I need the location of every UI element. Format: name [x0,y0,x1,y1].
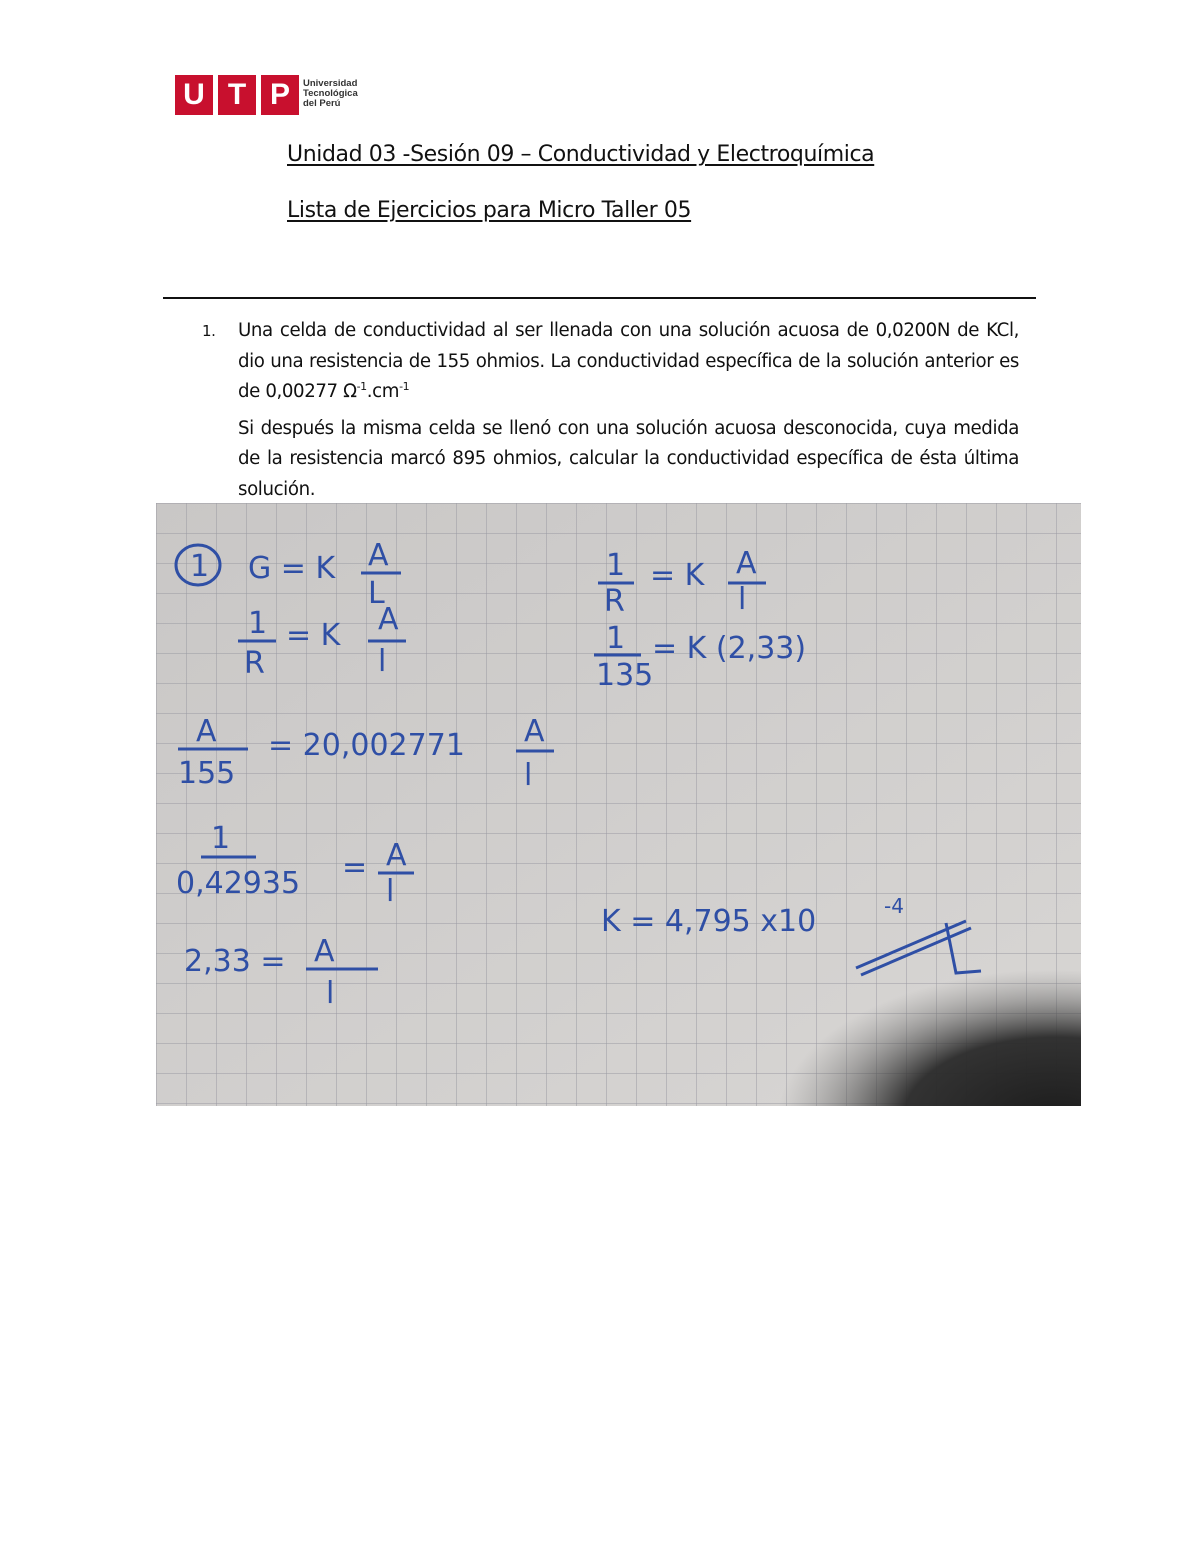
eq2-top: 1 [248,606,268,641]
eq2-bottom: R [244,646,265,681]
eq6-frac-top: A [736,546,757,581]
eq7-right: = K (2,33) [652,631,807,666]
exercise-paragraph-1 [238,316,1019,408]
eq1-frac-top: A [368,538,389,573]
shadow-area [576,833,1081,1106]
page-title: Unidad 03 -Sesión 09 – Conductividad y Electroquímica [287,142,875,167]
eq5-frac-top: A [314,934,335,969]
eq6-right: = K [650,558,705,593]
eq2-right: = K [286,618,341,653]
grid-paper [156,503,1081,1106]
logo-letter-p: P [261,75,299,115]
exercise-paragraph-2: Si después la misma celda se llenó con una solución acuosa desconocida, cuya medida de la resistencia marcó 895 ohmios, calcular la conductividad específica de ésta última solución. [238,417,1019,500]
eq6-bottom: R [604,584,625,619]
logo-name-line-3: del Perú [303,98,341,109]
eq2-frac-top: A [378,602,399,637]
eq2-frac-bottom: l [378,644,387,679]
eq4-top: 1 [211,821,231,856]
cm-unit: .cm [366,381,400,402]
eq3-frac-top: A [524,714,545,749]
eq4-frac-top: A [386,838,407,873]
logo-name-line-1: Universidad [303,78,358,89]
ohm-exponent: -1 [356,379,367,393]
handwritten-solution-photo [156,503,1081,1106]
circled-number: 1 [190,549,210,584]
eq3-frac-bottom: l [524,758,533,793]
logo-letter-u: U [175,75,213,115]
eq4-bottom: 0,42935 [176,866,301,901]
exercise-statement [238,316,1019,505]
eq6-frac-bottom: l [738,582,747,617]
eq7-top: 1 [606,621,626,656]
utp-logo [175,75,365,117]
eq5-left: 2,33 = [184,944,286,979]
exercise-1 [202,316,1019,511]
logo-letter-t: T [218,75,256,115]
paragraph-1-text: Una celda de conductividad al ser llenada con una solución acuosa de 0,0200N de KCl, dio una resistencia de 155 ohmios. La conductividad específica de la solución anterior es de 0,00277 Ω [238,320,1019,402]
section-divider [163,297,1036,299]
eq7-bottom: 135 [596,658,654,693]
logo-university-name [303,79,358,109]
cm-exponent: -1 [399,379,410,393]
logo-name-line-2: Tecnológica [303,88,358,99]
eq1-frac-bottom: L [368,576,385,611]
result-exponent: -4 [884,894,904,918]
eq6-top: 1 [606,548,626,583]
eq3-right: = 20,002771 [268,728,465,763]
eq4-right: = [342,850,368,885]
eq3-top: A [196,714,217,749]
result-equation: K = 4,795 x10 [601,904,817,939]
eq4-frac-bottom: l [386,874,395,909]
exercise-number: 1. [202,322,216,340]
eq1-left: G = K [248,551,336,586]
eq3-bottom: 155 [178,756,236,791]
eq5-frac-bottom: l [326,976,335,1011]
page-subtitle: Lista de Ejercicios para Micro Taller 05 [287,198,692,223]
